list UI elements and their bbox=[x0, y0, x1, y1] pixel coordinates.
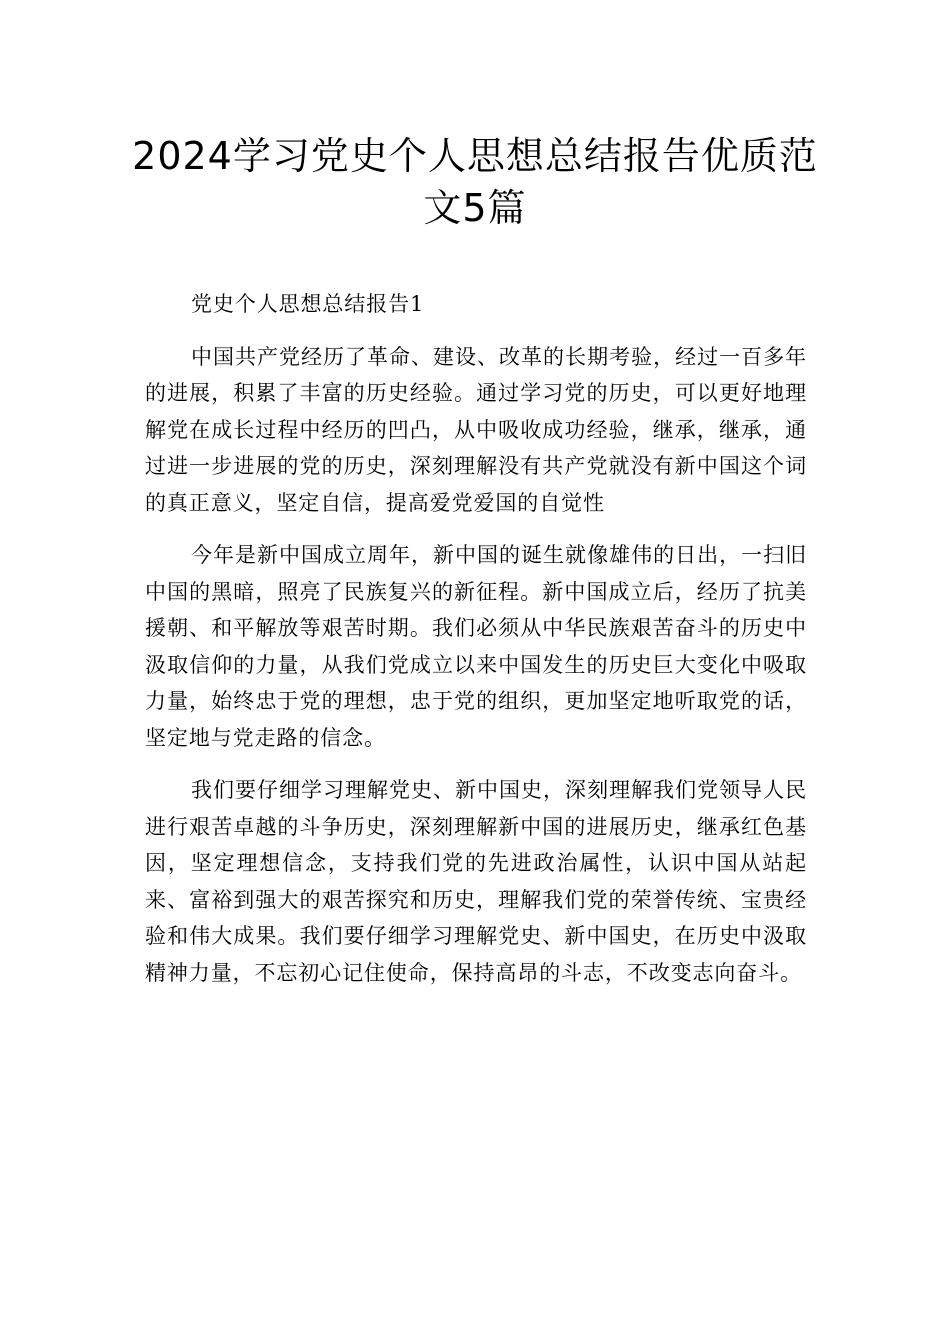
title-line-1: 2024学习党史个人思想总结报告优质范 bbox=[132, 134, 818, 178]
paragraph-3: 我们要仔细学习理解党史、新中国史，深刻理解我们党领导人民进行艰苦卓越的斗争历史，深刻理解新中国的进展历史，继承红色基因，坚定理想信念，支持我们党的先进政治属性，认识中国从站起来、富裕到强大的艰苦探究和历史，理解我们党的荣誉传统、宝贵经验和伟大成果。我们要仔细学习理解党史、新中国史，在历史中汲取精神力量，不忘初心记住使命，保持高昂的斗志，不改变志向奋斗。 bbox=[145, 778, 807, 985]
document-title bbox=[120, 130, 830, 234]
paragraph-2: 今年是新中国成立周年，新中国的诞生就像雄伟的日出，一扫旧中国的黑暗，照亮了民族复兴的新征程。新中国成立后，经历了抗美援朝、和平解放等艰苦时期。我们必须从中华民族艰苦奋斗的历史中汲取信仰的力量，从我们党成立以来中国发生的历史巨大变化中吸取力量，始终忠于党的理想，忠于党的组织，更加坚定地听取党的话，坚定地与党走路的信念。 bbox=[145, 543, 807, 750]
paragraph-1: 中国共产党经历了革命、建设、改革的长期考验，经过一百多年的进展，积累了丰富的历史经验。通过学习党的历史，可以更好地理解党在成长过程中经历的凹凸，从中吸收成功经验，继承，继承，通过进一步进展的党的历史，深刻理解没有共产党就没有新中国这个词的真正意义，坚定自信，提高爱党爱国的自觉性 bbox=[145, 344, 807, 515]
section-heading: 党史个人思想总结报告1 bbox=[191, 292, 425, 316]
document-body bbox=[145, 286, 807, 1007]
title-line-2: 文5篇 bbox=[423, 186, 527, 230]
